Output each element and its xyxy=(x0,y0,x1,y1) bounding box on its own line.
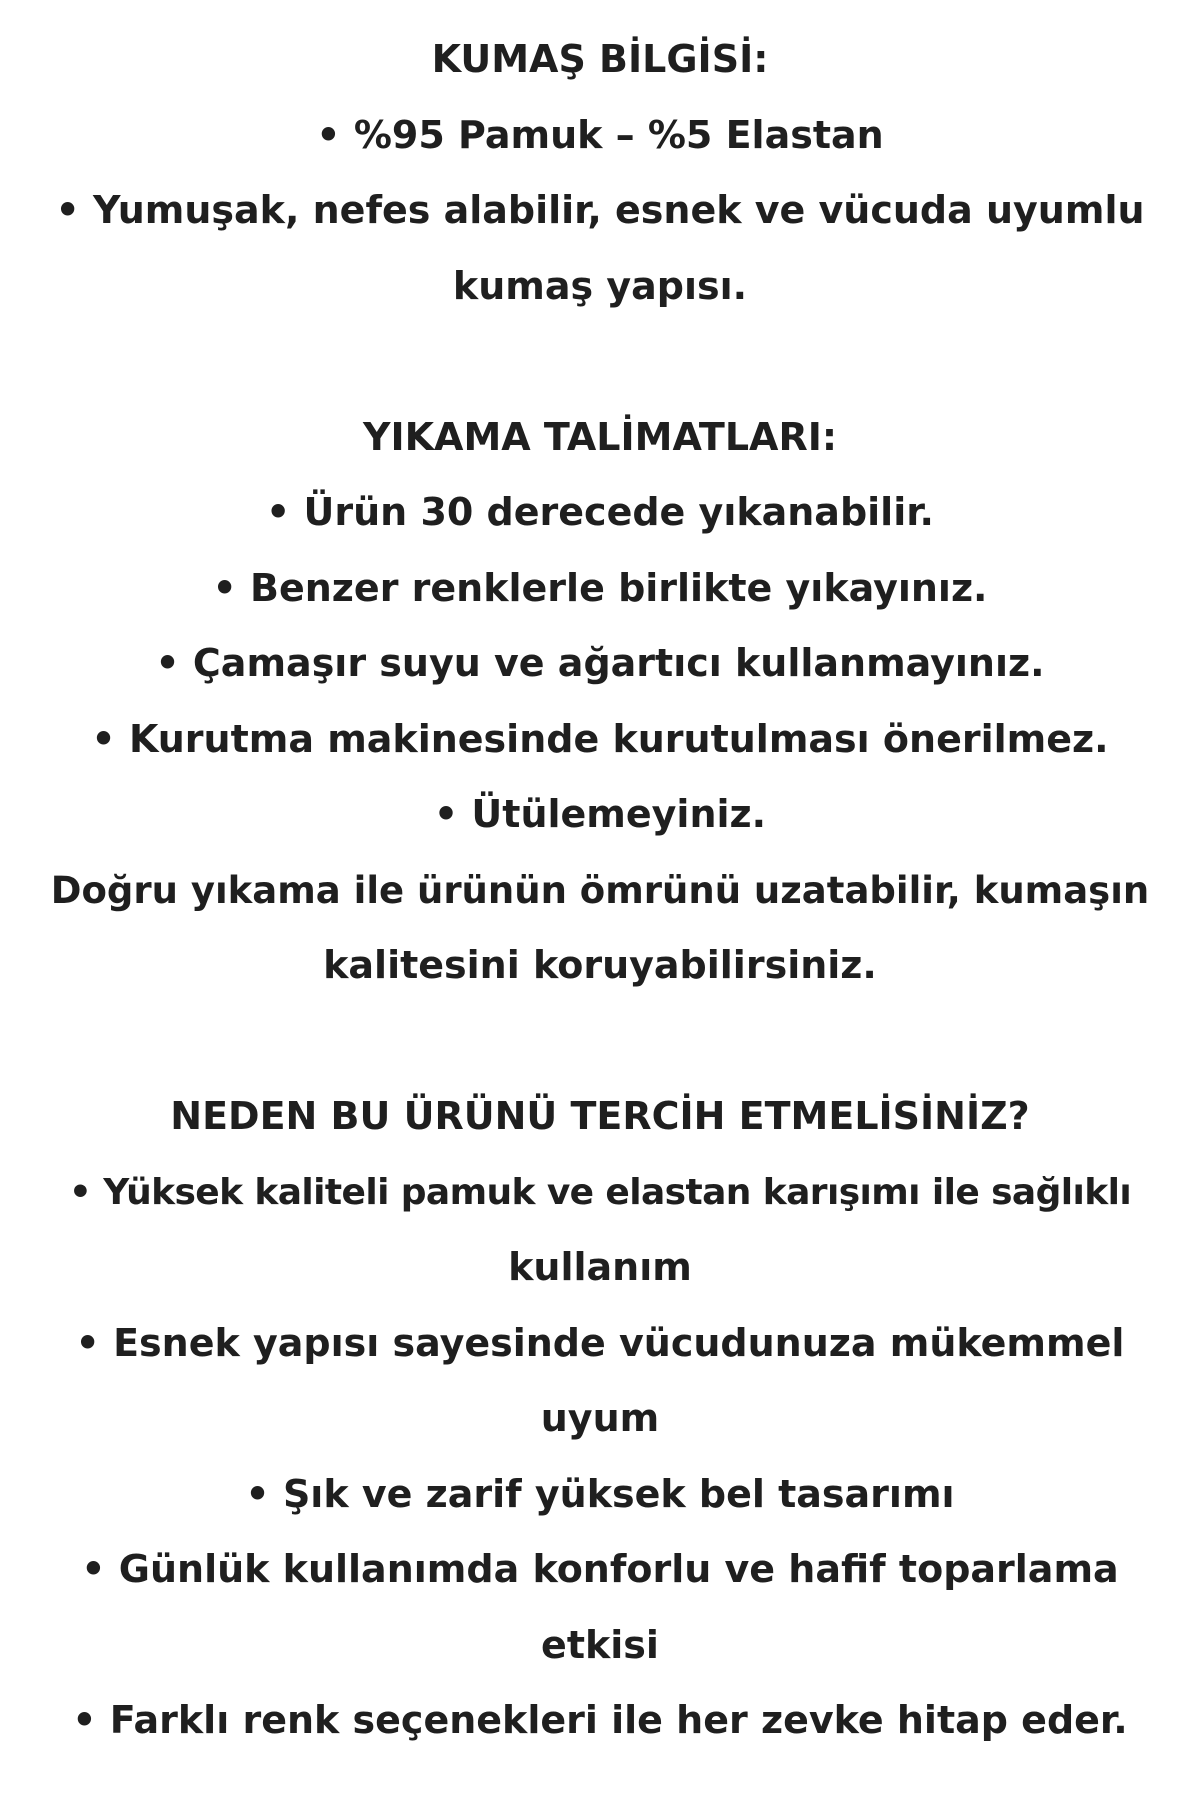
why-choose-item-continuation: etkisi xyxy=(541,1622,659,1667)
why-choose-section xyxy=(40,1079,1160,1759)
why-choose-item: • Esnek yapısı sayesinde vücudunuza mükemmel xyxy=(75,1320,1125,1365)
washing-instruction-item: • Çamaşır suyu ve ağartıcı kullanmayınız. xyxy=(155,641,1045,685)
why-choose-item-continuation: uyum xyxy=(540,1396,660,1440)
washing-instruction-item: • Ütülemeyiniz. xyxy=(433,792,767,836)
section-spacer xyxy=(40,1004,1160,1080)
fabric-info-heading: KUMAŞ BİLGİSİ: xyxy=(431,37,769,81)
washing-note-line: kalitesini koruyabilirsiniz. xyxy=(323,943,877,987)
why-choose-item: • Farklı renk seçenekleri ile her zevke hitap eder. xyxy=(72,1698,1128,1742)
fabric-info-item-continuation: kumaş yapısı. xyxy=(452,263,748,308)
fabric-info-item: • %95 Pamuk – %5 Elastan xyxy=(316,112,884,157)
washing-instruction-item: • Ürün 30 derecede yıkanabilir. xyxy=(266,490,934,534)
why-choose-item: • Yüksek kaliteli pamuk ve elastan karışımı ile sağlıklı xyxy=(68,1171,1132,1213)
washing-instructions-section xyxy=(40,400,1160,1004)
washing-instruction-item: • Kurutma makinesinde kurutulması önerilmez. xyxy=(91,716,1109,761)
why-choose-item: • Şık ve zarif yüksek bel tasarımı xyxy=(245,1471,955,1516)
washing-instruction-item: • Benzer renklerle birlikte yıkayınız. xyxy=(212,565,988,610)
fabric-info-section xyxy=(40,22,1160,324)
why-choose-heading: NEDEN BU ÜRÜNÜ TERCİH ETMELİSİNİZ? xyxy=(170,1094,1030,1138)
washing-instructions-heading: YIKAMA TALİMATLARI: xyxy=(362,414,838,459)
fabric-info-item: • Yumuşak, nefes alabilir, esnek ve vücuda uyumlu xyxy=(55,188,1145,232)
washing-note-line: Doğru yıkama ile ürünün ömrünü uzatabilir, kumaşın xyxy=(50,868,1150,912)
section-spacer xyxy=(40,324,1160,400)
why-choose-item-continuation: kullanım xyxy=(508,1245,692,1289)
why-choose-item: • Günlük kullanımda konforlu ve hafif toparlama xyxy=(81,1547,1119,1591)
